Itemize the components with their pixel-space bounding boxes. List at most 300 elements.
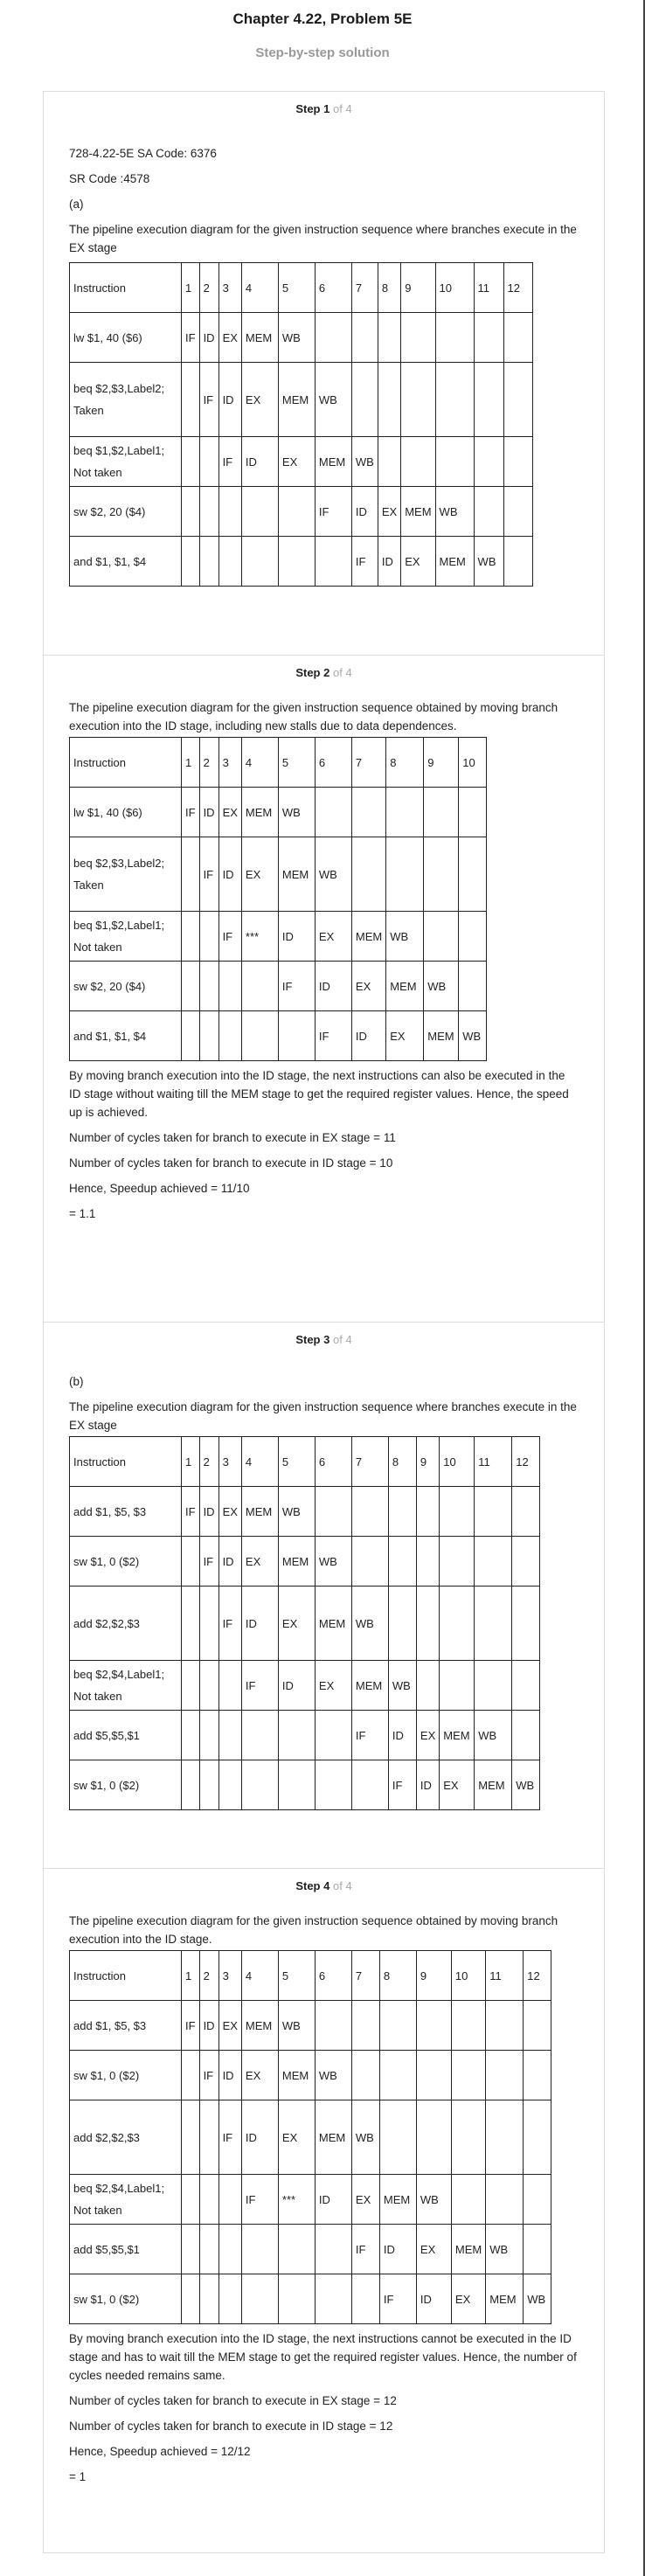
stage-cell: [386, 788, 424, 837]
stage-cell: EX: [401, 537, 435, 587]
table-header-row: [70, 263, 533, 313]
stage-cell: [386, 837, 424, 912]
stage-cell: [416, 1537, 439, 1587]
stage-cell: [241, 2225, 278, 2274]
stage-cell: MEM: [315, 1587, 351, 1661]
instruction-cell: beq $1,$2,Label1; Not taken: [70, 912, 182, 962]
stage-cell: MEM: [278, 363, 315, 437]
stage-cell: ID: [199, 313, 218, 363]
stage-cell: [524, 2175, 551, 2225]
stage-cell: ID: [278, 1661, 315, 1711]
header-cycle: 9: [416, 1951, 451, 2001]
stage-cell: [218, 1760, 241, 1810]
stage-cell: WB: [315, 2051, 351, 2100]
stage-cell: [503, 363, 532, 437]
stage-cell: [401, 313, 435, 363]
table-row: [70, 2100, 551, 2175]
header-cycle: 7: [351, 263, 378, 313]
step-2-after: Number of cycles taken for branch to execute in ID stage = 10: [69, 1156, 393, 1170]
table-row: [70, 788, 487, 837]
stage-cell: [182, 537, 200, 587]
stage-cell: EX: [218, 313, 241, 363]
step-2-after: By moving branch execution into the ID stage, the next instructions can also be executed in the ID stage without waiting till the MEM stage to get the required register values. Hence, the speed up is achieved.: [69, 1069, 569, 1119]
stage-cell: ID: [241, 2100, 278, 2175]
stage-cell: [388, 1537, 416, 1587]
instruction-cell: add $1, $5, $3: [70, 2001, 182, 2051]
stage-cell: [241, 1011, 278, 1061]
stage-cell: [524, 2001, 551, 2051]
stage-cell: [182, 962, 200, 1011]
stage-cell: [315, 1711, 351, 1760]
stage-cell: MEM: [435, 537, 474, 587]
stage-cell: [278, 1760, 315, 1810]
stage-cell: EX: [218, 1487, 241, 1537]
stage-cell: [474, 363, 503, 437]
stage-cell: IF: [199, 1537, 218, 1587]
stage-cell: ID: [278, 912, 315, 962]
stage-cell: WB: [278, 2001, 315, 2051]
instruction-cell: add $5,$5,$1: [70, 1711, 182, 1760]
stage-cell: [278, 1011, 315, 1061]
stage-cell: IF: [199, 2051, 218, 2100]
stage-cell: EX: [241, 363, 278, 437]
header-instruction: Instruction: [70, 738, 182, 788]
stage-cell: IF: [182, 788, 200, 837]
stage-cell: EX: [351, 2175, 379, 2225]
header-instruction: Instruction: [70, 263, 182, 313]
stage-cell: IF: [388, 1760, 416, 1810]
stage-cell: WB: [278, 788, 315, 837]
stage-cell: IF: [182, 2001, 200, 2051]
stage-cell: [241, 962, 278, 1011]
instruction-cell: lw $1, 40 ($6): [70, 313, 182, 363]
stage-cell: [435, 363, 474, 437]
stage-cell: [512, 1537, 540, 1587]
table-row: [70, 1587, 540, 1661]
stage-cell: WB: [416, 2175, 451, 2225]
header-cycle: 9: [401, 263, 435, 313]
header-cycle: 6: [315, 1437, 351, 1487]
stage-cell: [182, 1537, 200, 1587]
stage-cell: [199, 1661, 218, 1711]
stage-cell: EX: [315, 1661, 351, 1711]
instruction-cell: beq $1,$2,Label1; Not taken: [70, 437, 182, 487]
header-cycle: 2: [199, 263, 218, 313]
stage-cell: [199, 1587, 218, 1661]
stage-cell: [182, 837, 200, 912]
stage-cell: [182, 2051, 200, 2100]
stage-cell: WB: [278, 313, 315, 363]
pipeline-table-step-1: [69, 262, 533, 587]
stage-cell: [218, 1661, 241, 1711]
stage-cell: MEM: [451, 2225, 485, 2274]
step-4-after: By moving branch execution into the ID stage, the next instructions cannot be executed in the ID stage and has to wait till the MEM stage to get the required register values. Hence, the number of cycles needed remains same.: [69, 2332, 577, 2382]
stage-cell: WB: [424, 962, 459, 1011]
stage-cell: MEM: [315, 2100, 351, 2175]
header-cycle: 11: [486, 1951, 524, 2001]
stage-cell: [475, 1661, 512, 1711]
stage-cell: [486, 2051, 524, 2100]
stage-cell: MEM: [475, 1760, 512, 1810]
stage-cell: IF: [199, 363, 218, 437]
stage-cell: [378, 363, 400, 437]
step-4-after: Number of cycles taken for branch to execute in EX stage = 12: [69, 2394, 397, 2407]
step-4-after: = 1: [69, 2470, 87, 2483]
stage-cell: [459, 788, 487, 837]
pipeline-table-step-3: [69, 1436, 540, 1810]
step-3-line: The pipeline execution diagram for the given instruction sequence where branches execute in the EX stage: [69, 1400, 577, 1432]
stage-cell: [416, 2100, 451, 2175]
stage-cell: [199, 1711, 218, 1760]
header-cycle: 9: [424, 738, 459, 788]
stage-cell: [218, 1711, 241, 1760]
stage-cell: ID: [199, 788, 218, 837]
table-row: [70, 837, 487, 912]
table-row: [70, 2274, 551, 2324]
stage-cell: WB: [386, 912, 424, 962]
stage-cell: [199, 1011, 218, 1061]
stage-cell: [199, 912, 218, 962]
table-row: [70, 962, 487, 1011]
stage-cell: [315, 788, 351, 837]
header-cycle: 3: [218, 263, 241, 313]
stage-cell: WB: [351, 437, 378, 487]
stage-cell: [199, 437, 218, 487]
instruction-cell: and $1, $1, $4: [70, 1011, 182, 1061]
stage-cell: [503, 487, 532, 537]
stage-cell: [351, 363, 378, 437]
stage-cell: MEM: [315, 437, 351, 487]
table-row: [70, 1011, 487, 1061]
stage-cell: IF: [218, 437, 241, 487]
stage-cell: WB: [315, 1537, 351, 1587]
stage-cell: [218, 487, 241, 537]
header-cycle: 1: [182, 1951, 200, 2001]
stage-cell: IF: [199, 837, 218, 912]
stage-cell: [351, 2274, 379, 2324]
stage-cell: MEM: [424, 1011, 459, 1061]
stage-cell: MEM: [440, 1711, 475, 1760]
header-cycle: 10: [435, 263, 474, 313]
stage-cell: ID: [379, 2225, 416, 2274]
stage-cell: IF: [351, 1711, 388, 1760]
instruction-cell: sw $1, 0 ($2): [70, 2051, 182, 2100]
stage-cell: EX: [378, 487, 400, 537]
table-row: [70, 363, 533, 437]
stage-cell: EX: [416, 2225, 451, 2274]
stage-cell: EX: [278, 437, 315, 487]
stage-cell: IF: [278, 962, 315, 1011]
stage-cell: EX: [315, 912, 351, 962]
stage-cell: [459, 912, 487, 962]
instruction-cell: sw $1, 0 ($2): [70, 2274, 182, 2324]
stage-cell: EX: [278, 1587, 315, 1661]
header-cycle: 10: [440, 1437, 475, 1487]
stage-cell: ID: [199, 2001, 218, 2051]
stage-cell: WB: [512, 1760, 540, 1810]
stage-cell: IF: [218, 1587, 241, 1661]
table-header-row: [70, 1437, 540, 1487]
stage-cell: [451, 2100, 485, 2175]
header-cycle: 8: [386, 738, 424, 788]
stage-cell: [182, 1661, 200, 1711]
stage-cell: [199, 962, 218, 1011]
table-row: [70, 1487, 540, 1537]
header-cycle: 1: [182, 263, 200, 313]
stage-cell: [315, 2274, 351, 2324]
stage-cell: EX: [241, 2051, 278, 2100]
stage-cell: WB: [474, 537, 503, 587]
header-cycle: 2: [199, 1951, 218, 2001]
step-1-line: SR Code :4578: [69, 172, 150, 185]
header-cycle: 11: [475, 1437, 512, 1487]
stage-cell: MEM: [278, 2051, 315, 2100]
stage-cell: [486, 2100, 524, 2175]
header-instruction: Instruction: [70, 1437, 182, 1487]
instruction-cell: sw $2, 20 ($4): [70, 487, 182, 537]
stage-cell: [315, 1487, 351, 1537]
stage-cell: WB: [459, 1011, 487, 1061]
stage-cell: [218, 962, 241, 1011]
header-cycle: 6: [315, 738, 351, 788]
instruction-cell: add $2,$2,$3: [70, 1587, 182, 1661]
stage-cell: [451, 2175, 485, 2225]
header-instruction: Instruction: [70, 1951, 182, 2001]
stage-cell: ID: [218, 837, 241, 912]
stage-cell: [315, 1760, 351, 1810]
stage-cell: [199, 2175, 218, 2225]
step-4-card: [43, 1868, 605, 2553]
stage-cell: MEM: [386, 962, 424, 1011]
stage-cell: [278, 2274, 315, 2324]
table-row: [70, 1537, 540, 1587]
stage-cell: [451, 2051, 485, 2100]
stage-cell: ID: [241, 437, 278, 487]
stage-cell: [424, 788, 459, 837]
stage-cell: ID: [416, 1760, 439, 1810]
stage-cell: EX: [241, 1537, 278, 1587]
stage-cell: IF: [379, 2274, 416, 2324]
step-1-line: The pipeline execution diagram for the given instruction sequence where branches execute in the EX stage: [69, 223, 577, 254]
instruction-cell: sw $1, 0 ($2): [70, 1760, 182, 1810]
stage-cell: ***: [241, 912, 278, 962]
stage-cell: ID: [218, 363, 241, 437]
header-cycle: 3: [218, 1951, 241, 2001]
instruction-cell: beq $2,$3,Label2; Taken: [70, 363, 182, 437]
stage-cell: [388, 1587, 416, 1661]
step-3-title: Step 3 of 4: [295, 1333, 352, 1346]
stage-cell: [401, 437, 435, 487]
stage-cell: [459, 962, 487, 1011]
header-cycle: 4: [241, 1951, 278, 2001]
page-title: Chapter 4.22, Problem 5E: [232, 10, 413, 27]
step-1-line: (a): [69, 198, 84, 211]
instruction-cell: add $2,$2,$3: [70, 2100, 182, 2175]
stage-cell: [440, 1537, 475, 1587]
stage-cell: ID: [315, 962, 351, 1011]
header-cycle: 5: [278, 1951, 315, 2001]
header-cycle: 2: [199, 1437, 218, 1487]
pipeline-table-step-2: [69, 737, 487, 1061]
stage-cell: [182, 2175, 200, 2225]
stage-cell: [512, 1711, 540, 1760]
stage-cell: [218, 537, 241, 587]
header-cycle: 8: [388, 1437, 416, 1487]
step-4-line: The pipeline execution diagram for the given instruction sequence obtained by moving branch execution into the ID stage.: [69, 1914, 558, 1946]
stage-cell: EX: [386, 1011, 424, 1061]
stage-cell: [474, 437, 503, 487]
stage-cell: [524, 2225, 551, 2274]
stage-cell: EX: [278, 2100, 315, 2175]
stage-cell: MEM: [278, 837, 315, 912]
stage-cell: ID: [388, 1711, 416, 1760]
table-header-row: [70, 738, 487, 788]
stage-cell: [182, 2225, 200, 2274]
stage-cell: [486, 2175, 524, 2225]
stage-cell: [503, 437, 532, 487]
header-cycle: 4: [241, 1437, 278, 1487]
stage-cell: ID: [351, 487, 378, 537]
header-cycle: 1: [182, 738, 200, 788]
stage-cell: [388, 1487, 416, 1537]
stage-cell: WB: [278, 1487, 315, 1537]
stage-cell: [199, 2100, 218, 2175]
stage-cell: EX: [241, 837, 278, 912]
stage-cell: [435, 313, 474, 363]
step-2-line: The pipeline execution diagram for the given instruction sequence obtained by moving branch execution into the ID stage, including new stalls due to data dependences.: [69, 701, 558, 733]
stage-cell: ID: [378, 537, 400, 587]
stage-cell: [199, 2274, 218, 2324]
stage-cell: EX: [440, 1760, 475, 1810]
header-cycle: 10: [459, 738, 487, 788]
step-2-card: [43, 655, 605, 1323]
stage-cell: [379, 2001, 416, 2051]
step-4-after: Hence, Speedup achieved = 12/12: [69, 2445, 251, 2458]
table-row: [70, 2051, 551, 2100]
stage-cell: ID: [315, 2175, 351, 2225]
instruction-cell: add $5,$5,$1: [70, 2225, 182, 2274]
table-row: [70, 2175, 551, 2225]
stage-cell: [451, 2001, 485, 2051]
stage-cell: [440, 1661, 475, 1711]
stage-cell: [424, 837, 459, 912]
stage-cell: [512, 1661, 540, 1711]
step-2-title: Step 2 of 4: [295, 666, 352, 679]
stage-cell: ID: [351, 1011, 385, 1061]
table-row: [70, 2225, 551, 2274]
stage-cell: [435, 437, 474, 487]
stage-cell: EX: [451, 2274, 485, 2324]
stage-cell: IF: [351, 2225, 379, 2274]
stage-cell: [315, 2225, 351, 2274]
stage-cell: WB: [475, 1711, 512, 1760]
stage-cell: [503, 313, 532, 363]
stage-cell: WB: [351, 1587, 388, 1661]
stage-cell: ID: [416, 2274, 451, 2324]
step-4-after: Number of cycles taken for branch to execute in ID stage = 12: [69, 2420, 393, 2433]
stage-cell: EX: [351, 962, 385, 1011]
stage-cell: WB: [388, 1661, 416, 1711]
stage-cell: [475, 1537, 512, 1587]
stage-cell: [278, 2225, 315, 2274]
stage-cell: MEM: [241, 2001, 278, 2051]
stage-cell: [182, 1711, 200, 1760]
stage-cell: [416, 1661, 439, 1711]
stage-cell: [351, 837, 385, 912]
stage-cell: [416, 2051, 451, 2100]
table-row: [70, 912, 487, 962]
step-3-card: [43, 1322, 605, 1870]
instruction-cell: sw $2, 20 ($4): [70, 962, 182, 1011]
stage-cell: [524, 2051, 551, 2100]
stage-cell: [512, 1487, 540, 1537]
stage-cell: WB: [524, 2274, 551, 2324]
header-cycle: 4: [241, 263, 278, 313]
stage-cell: EX: [218, 2001, 241, 2051]
stage-cell: IF: [182, 1487, 200, 1537]
header-cycle: 3: [218, 738, 241, 788]
stage-cell: IF: [241, 1661, 278, 1711]
stage-cell: IF: [351, 537, 378, 587]
stage-cell: ID: [241, 1587, 278, 1661]
stage-cell: MEM: [241, 788, 278, 837]
stage-cell: [218, 2274, 241, 2324]
stage-cell: [351, 2001, 379, 2051]
table-header-row: [70, 1951, 551, 2001]
stage-cell: [182, 437, 200, 487]
stage-cell: [182, 2274, 200, 2324]
step-2-after: Hence, Speedup achieved = 11/10: [69, 1182, 250, 1195]
stage-cell: [512, 1587, 540, 1661]
stage-cell: [241, 487, 278, 537]
header-cycle: 2: [199, 738, 218, 788]
stage-cell: [315, 2001, 351, 2051]
instruction-cell: lw $1, 40 ($6): [70, 788, 182, 837]
stage-cell: [474, 487, 503, 537]
stage-cell: [182, 363, 200, 437]
step-4-title: Step 4 of 4: [295, 1879, 352, 1892]
header-cycle: 9: [416, 1437, 439, 1487]
stage-cell: [182, 487, 200, 537]
header-cycle: 11: [474, 263, 503, 313]
stage-cell: [440, 1487, 475, 1537]
header-cycle: 5: [278, 738, 315, 788]
table-row: [70, 2001, 551, 2051]
header-cycle: 8: [379, 1951, 416, 2001]
stage-cell: [503, 537, 532, 587]
stage-cell: IF: [218, 912, 241, 962]
header-cycle: 12: [524, 1951, 551, 2001]
instruction-cell: beq $2,$4,Label1; Not taken: [70, 2175, 182, 2225]
stage-cell: [182, 1760, 200, 1810]
instruction-cell: sw $1, 0 ($2): [70, 1537, 182, 1587]
stage-cell: [218, 2175, 241, 2225]
step-2-after: Number of cycles taken for branch to execute in EX stage = 11: [69, 1131, 396, 1144]
stage-cell: [241, 537, 278, 587]
table-row: [70, 537, 533, 587]
stage-cell: [182, 1587, 200, 1661]
stage-cell: [278, 1711, 315, 1760]
page-subtitle: Step-by-step solution: [255, 45, 390, 60]
header-cycle: 8: [378, 263, 400, 313]
stage-cell: [278, 537, 315, 587]
stage-cell: [351, 1487, 388, 1537]
stage-cell: [199, 537, 218, 587]
stage-cell: EX: [416, 1711, 439, 1760]
stage-cell: MEM: [486, 2274, 524, 2324]
header-cycle: 4: [241, 738, 278, 788]
stage-cell: IF: [315, 487, 351, 537]
